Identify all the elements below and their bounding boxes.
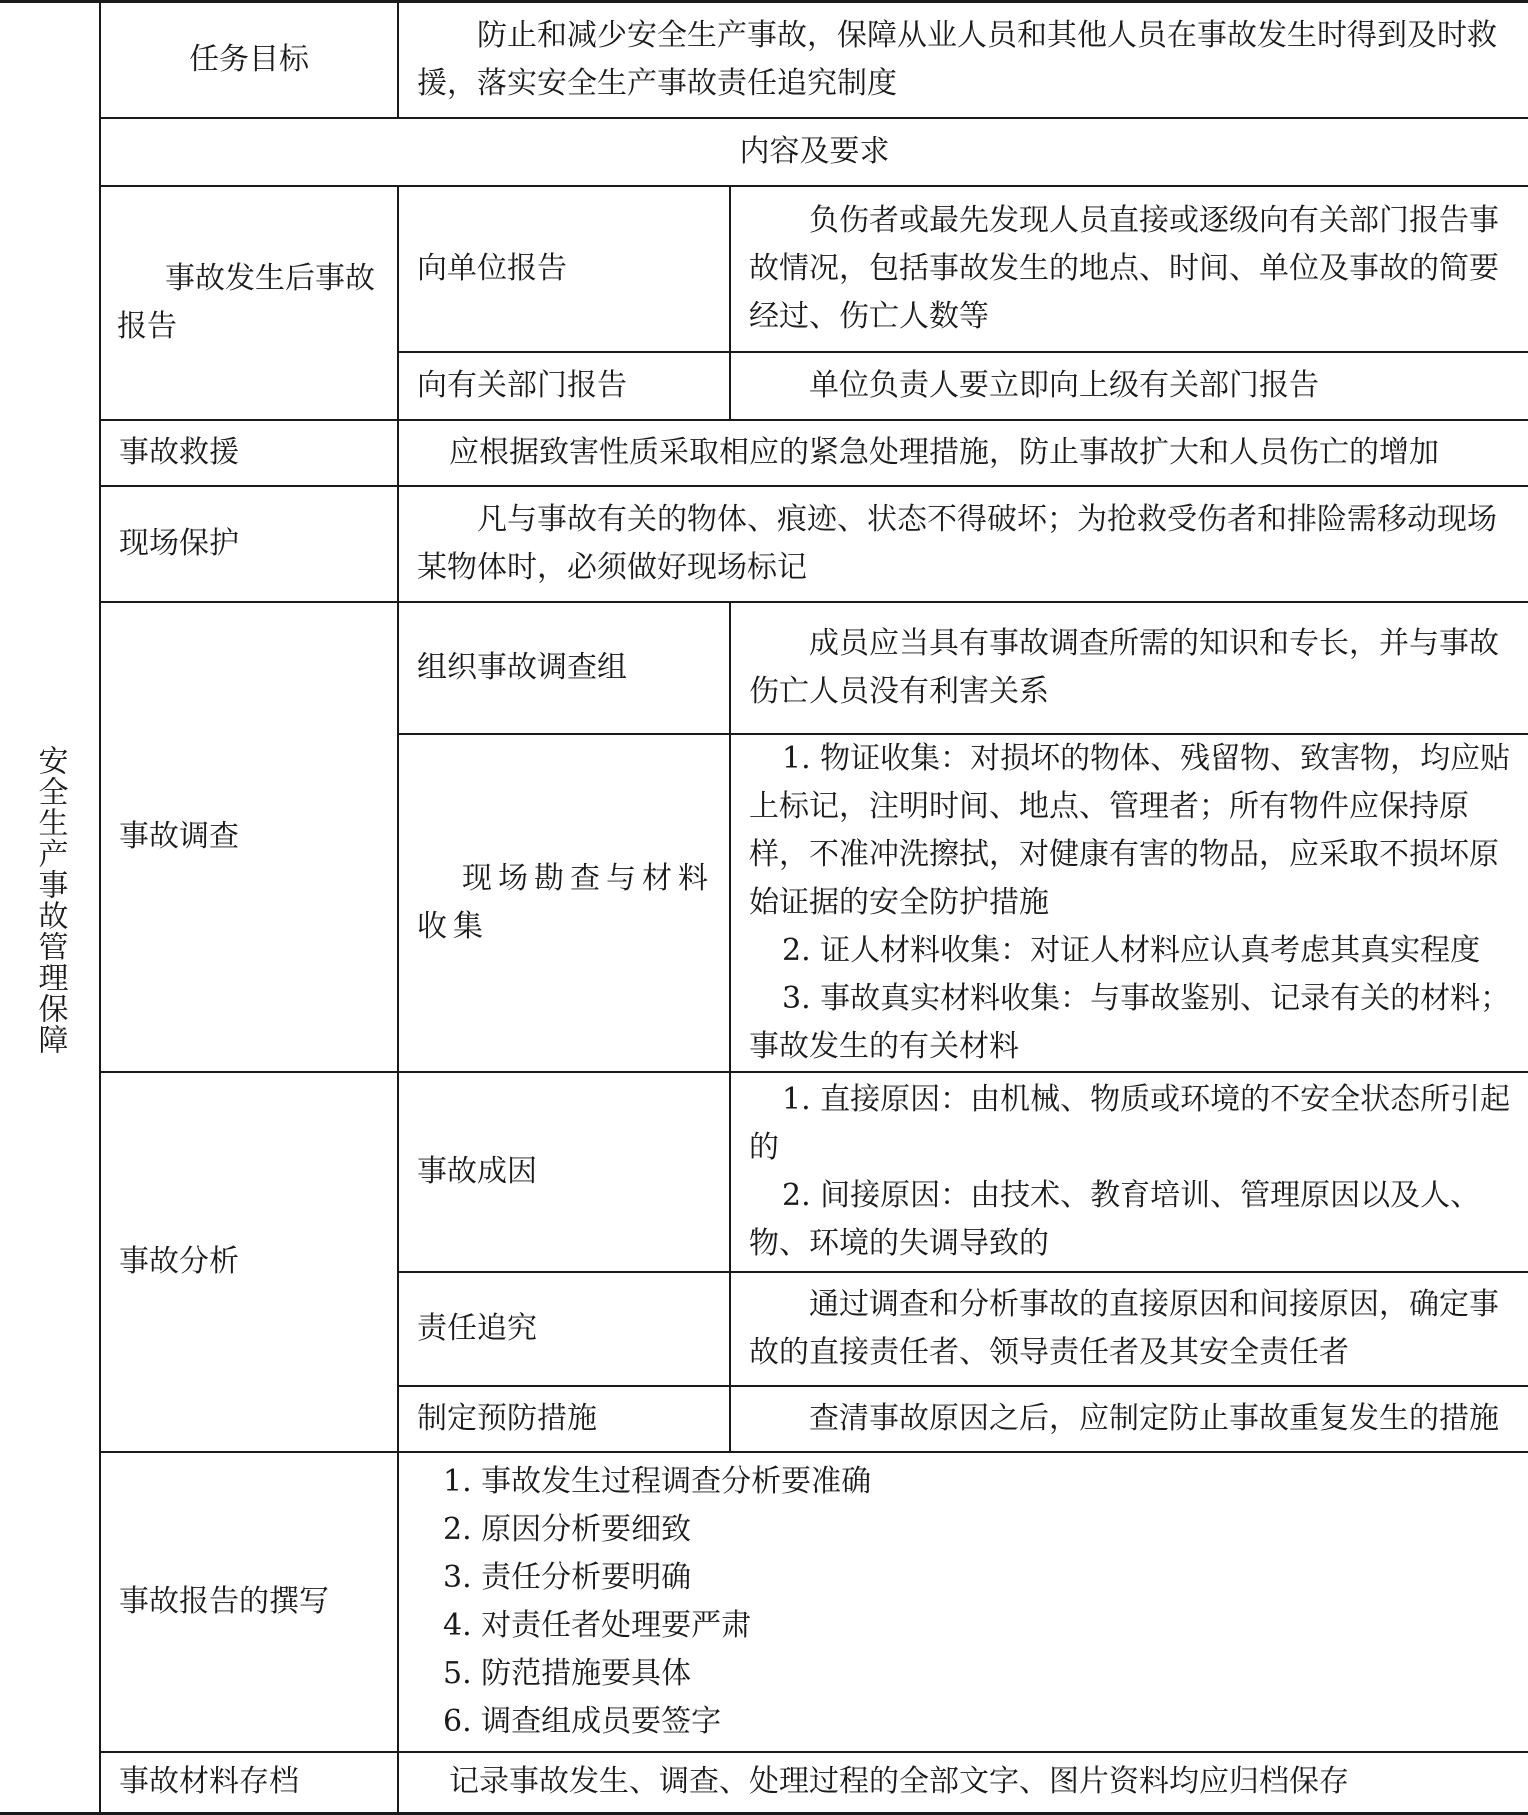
scene-text: 凡与事故有关的物体、痕迹、状态不得破坏；为抢救受伤者和排险需移动现场某物体时，必须做好现场标记	[398, 486, 1528, 602]
writing-item-2: 2. 原因分析要细致	[443, 1511, 692, 1547]
archive-row	[0, 1752, 1528, 1814]
task-goal-label: 任务目标	[100, 2, 398, 118]
report-label-cell	[100, 186, 398, 420]
investigation-label: 事故调查	[100, 602, 398, 1072]
content-header: 内容及要求	[100, 118, 1528, 186]
analysis-item-1: 1. 直接原因：由机械、物质或环境的不安全状态所引起的	[749, 1081, 1511, 1165]
analysis-desc-2: 通过调查和分析事故的直接原因和间接原因，确定事故的直接责任者、领导责任者及其安全责任者	[730, 1272, 1528, 1386]
analysis-row-1	[0, 1072, 1528, 1272]
content-header-row	[0, 118, 1528, 186]
writing-items-cell	[398, 1452, 1528, 1752]
writing-item-1: 1. 事故发生过程调查分析要准确	[443, 1463, 872, 1499]
analysis-items-cell	[730, 1072, 1528, 1272]
analysis-sub-1: 事故成因	[398, 1072, 730, 1272]
report-desc-2: 单位负责人要立即向上级有关部门报告	[730, 352, 1528, 420]
archive-text: 记录事故发生、调查、处理过程的全部文字、图片资料均应归档保存	[398, 1752, 1528, 1814]
report-desc-1: 负伤者或最先发现人员直接或逐级向有关部门报告事故情况，包括事故发生的地点、时间、单位及事故的简要经过、伤亡人数等	[730, 186, 1528, 352]
side-label: 安全生产事故管理保障	[32, 745, 68, 1055]
analysis-sub-3: 制定预防措施	[398, 1386, 730, 1452]
scene-label: 现场保护	[100, 486, 398, 602]
rescue-label: 事故救援	[100, 420, 398, 486]
scene-row	[0, 486, 1528, 602]
side-label-cell	[0, 2, 100, 1814]
task-goal-row	[0, 2, 1528, 118]
writing-row	[0, 1452, 1528, 1752]
report-label: 事故发生后事故报告	[117, 260, 375, 344]
analysis-desc-3: 查清事故原因之后，应制定防止事故重复发生的措施	[730, 1386, 1528, 1452]
investigation-sub-2: 现场勘查与材料收集	[417, 860, 714, 944]
investigation-item-3: 3. 事故真实材料收集：与事故鉴别、记录有关的材料；事故发生的有关材料	[749, 980, 1511, 1064]
rescue-row	[0, 420, 1528, 486]
writing-item-3: 3. 责任分析要明确	[443, 1559, 692, 1595]
investigation-sub-2-cell	[398, 734, 730, 1072]
investigation-desc-1: 成员应当具有事故调查所需的知识和专长，并与事故伤亡人员没有利害关系	[730, 602, 1528, 734]
analysis-sub-2: 责任追究	[398, 1272, 730, 1386]
analysis-item-2: 2. 间接原因：由技术、教育培训、管理原因以及人、物、环境的失调导致的	[749, 1177, 1481, 1261]
rescue-text: 应根据致害性质采取相应的紧急处理措施，防止事故扩大和人员伤亡的增加	[398, 420, 1528, 486]
investigation-items-cell	[730, 734, 1528, 1072]
report-sub-1: 向单位报告	[398, 186, 730, 352]
archive-label: 事故材料存档	[100, 1752, 398, 1814]
report-row-1	[0, 186, 1528, 352]
investigation-sub-1: 组织事故调查组	[398, 602, 730, 734]
analysis-label: 事故分析	[100, 1072, 398, 1452]
writing-item-4: 4. 对责任者处理要严肃	[443, 1607, 752, 1643]
investigation-item-1: 1. 物证收集：对损坏的物体、残留物、致害物，均应贴上标记，注明时间、地点、管理者；所有物件应保持原样，不准冲洗擦拭，对健康有害的物品，应采取不损坏原始证据的安全防护措施	[749, 740, 1511, 920]
writing-label: 事故报告的撰写	[100, 1452, 398, 1752]
investigation-row-1	[0, 602, 1528, 734]
task-goal-text: 防止和减少安全生产事故，保障从业人员和其他人员在事故发生时得到及时救援，落实安全生产事故责任追究制度	[398, 2, 1528, 118]
investigation-item-2: 2. 证人材料收集：对证人材料应认真考虑其真实程度	[782, 932, 1481, 968]
writing-item-6: 6. 调查组成员要签字	[443, 1703, 722, 1739]
report-sub-2: 向有关部门报告	[398, 352, 730, 420]
writing-item-5: 5. 防范措施要具体	[443, 1655, 692, 1691]
